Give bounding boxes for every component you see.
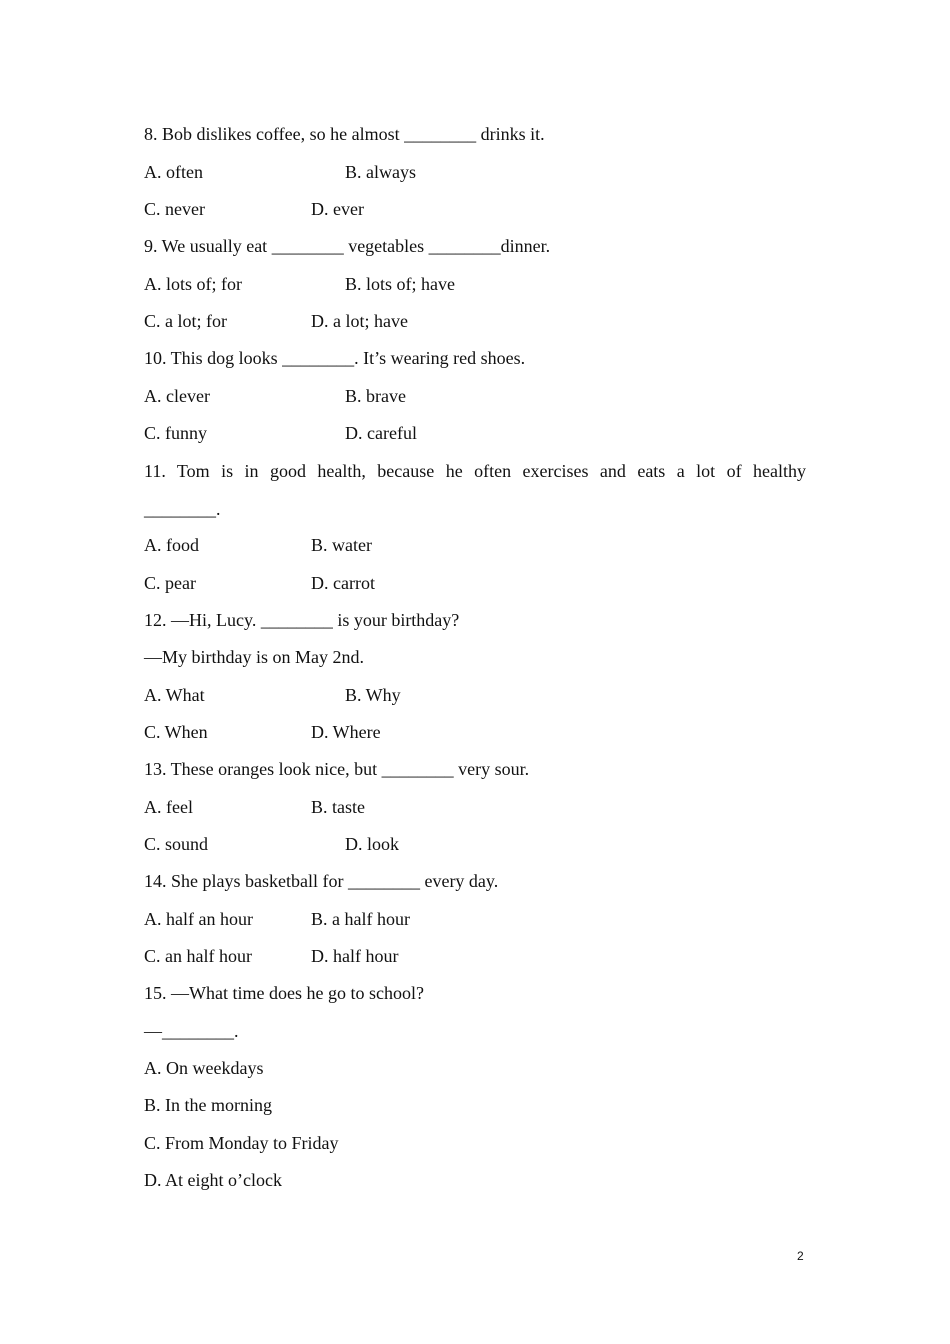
option-b: B. brave: [345, 386, 406, 406]
option-c: C. never: [144, 199, 205, 219]
option-a: A. lots of; for: [144, 274, 242, 294]
option-d: D. carrot: [311, 573, 375, 593]
dialogue-answer: —________.: [144, 1021, 239, 1041]
option-d: D. At eight o’clock: [144, 1170, 282, 1190]
option-b: B. In the morning: [144, 1095, 272, 1115]
option-a: A. What: [144, 685, 205, 705]
option-a: A. food: [144, 535, 199, 555]
question-stem: 11. Tom is in good health, because he often exercises and eats a lot of healthy: [144, 461, 806, 481]
question-stem-continued: ________.: [144, 499, 221, 519]
option-c: C. From Monday to Friday: [144, 1133, 339, 1153]
option-d: D. look: [345, 834, 399, 854]
option-c: C. an half hour: [144, 946, 252, 966]
option-b: B. always: [345, 162, 416, 182]
question-stem: 10. This dog looks ________. It’s wearing red shoes.: [144, 348, 526, 368]
option-c: C. a lot; for: [144, 311, 227, 331]
option-d: D. Where: [311, 722, 381, 742]
option-a: A. half an hour: [144, 909, 253, 929]
question-stem: 12. —Hi, Lucy. ________ is your birthday?: [144, 610, 460, 630]
option-a: A. feel: [144, 797, 193, 817]
page-number: 2: [797, 1249, 804, 1263]
option-c: C. When: [144, 722, 208, 742]
option-c: C. sound: [144, 834, 209, 854]
question-stem: 15. —What time does he go to school?: [144, 983, 424, 1003]
option-d: D. a lot; have: [311, 311, 408, 331]
question-stem: 14. She plays basketball for ________ every day.: [144, 871, 499, 891]
option-c: C. pear: [144, 573, 196, 593]
option-b: B. a half hour: [311, 909, 410, 929]
question-stem: 13. These oranges look nice, but ________ very sour.: [144, 759, 530, 779]
question-stem: 9. We usually eat ________ vegetables ________dinner.: [144, 236, 551, 256]
option-b: B. water: [311, 535, 372, 555]
option-d: D. careful: [345, 423, 417, 443]
option-a: A. On weekdays: [144, 1058, 264, 1078]
option-b: B. Why: [345, 685, 401, 705]
option-c: C. funny: [144, 423, 207, 443]
option-d: D. ever: [311, 199, 364, 219]
option-b: B. taste: [311, 797, 365, 817]
option-b: B. lots of; have: [345, 274, 455, 294]
option-a: A. often: [144, 162, 203, 182]
question-stem: 8. Bob dislikes coffee, so he almost ________ drinks it.: [144, 124, 545, 144]
option-a: A. clever: [144, 386, 210, 406]
option-d: D. half hour: [311, 946, 399, 966]
dialogue-answer: —My birthday is on May 2nd.: [144, 647, 364, 667]
